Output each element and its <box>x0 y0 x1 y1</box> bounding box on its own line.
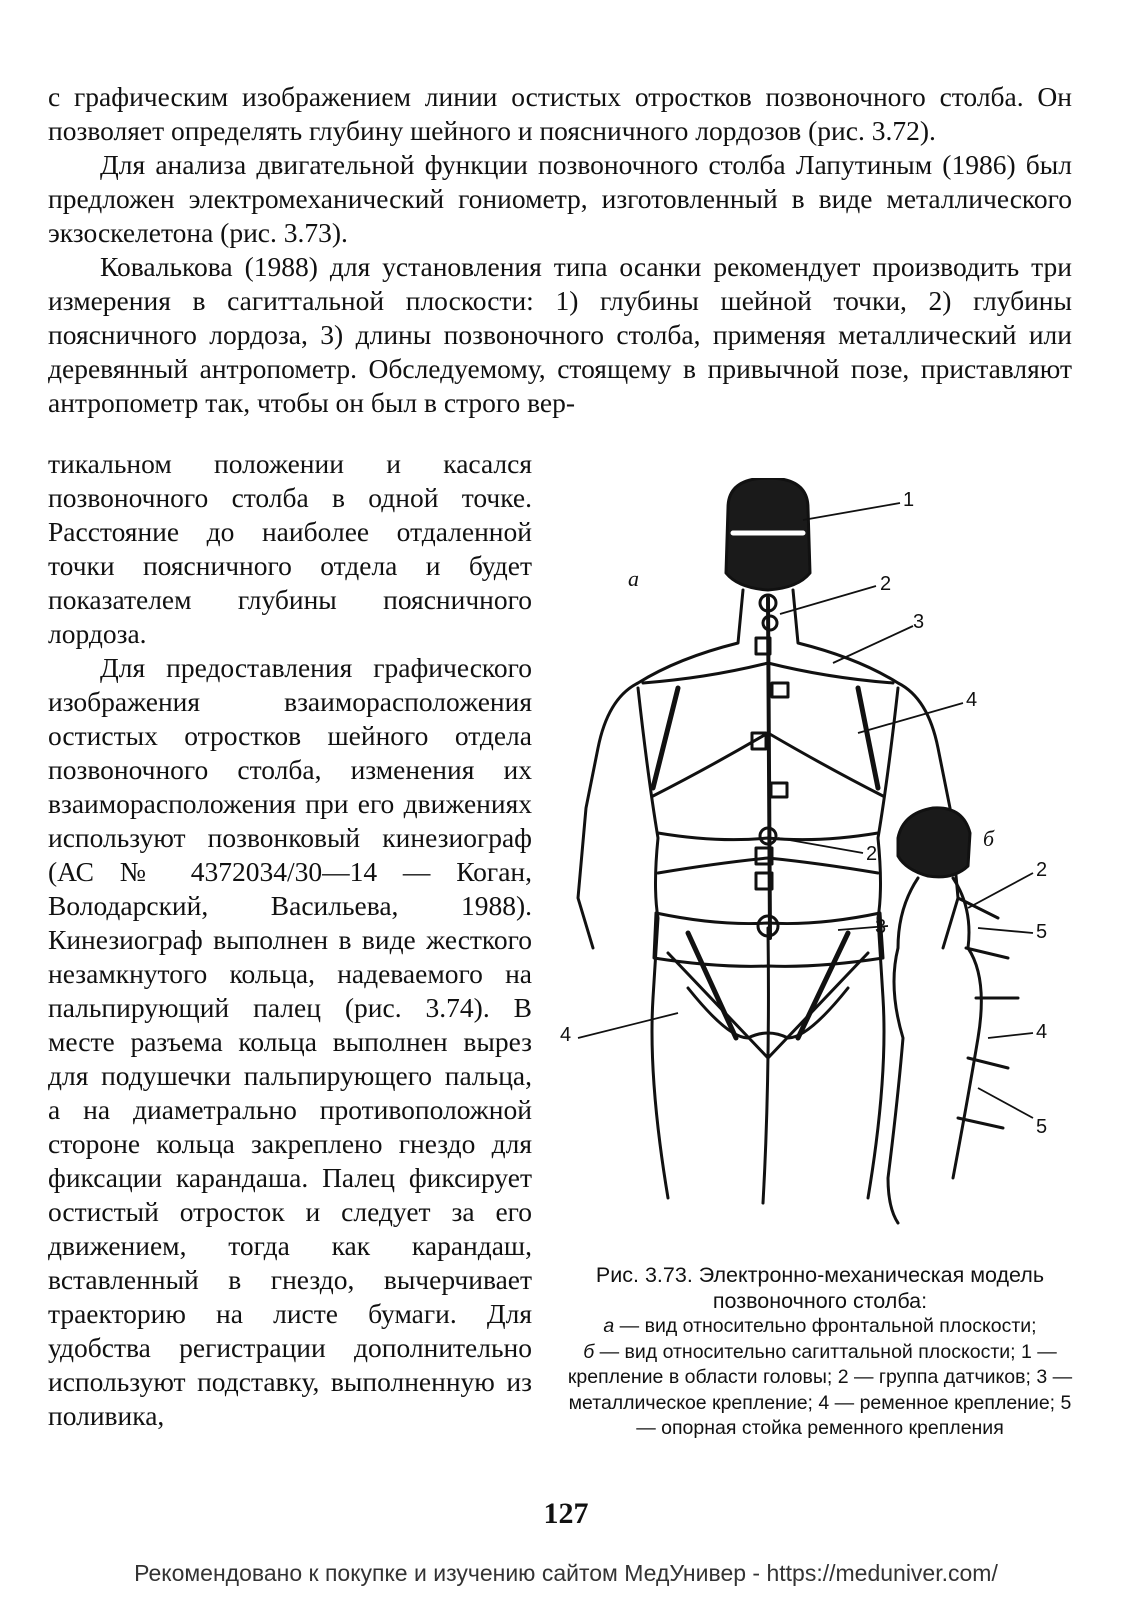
caption-title-line-2: позвоночного столба: <box>712 1289 928 1313</box>
paragraph-1: с графическим изображением линии остистых отростков позвоночного столба. Он позволяет определять глубину шейного и поясничного лордозов (рис. 3.72). <box>48 81 1072 146</box>
paragraph-2: Для анализа двигательной функции позвоночного столба Лапутиным (1986) был предложен электромеханический гониометр, изготовленный в виде металлического экзоскелетона (рис. 3.73). <box>48 149 1072 248</box>
exoskeleton-illustration <box>558 478 1078 1228</box>
label-5-upper: 5 <box>1036 921 1048 943</box>
footer-watermark: Рекомендовано к покупке и изучению сайтом МедУнивер - https://meduniver.com/ <box>134 1560 998 1586</box>
left-column-text <box>48 447 532 1433</box>
label-2-mid: 2 <box>866 843 878 865</box>
label-4-left: 4 <box>560 1024 572 1046</box>
caption-text-b: — вид относительно сагиттальной плоскости; 1 — крепление в области головы; 2 — группа датчиков; 3 — металлическое крепление; 4 — ременное крепление; 5 — опорная стойка ременного крепления <box>567 1340 1073 1440</box>
paragraph-4: тикальном положении и касался позвоночного столба в одной точке. Расстояние до наиболее отдаленной точки поясничного отдела и будет показателем глубины поясничного лордоза. <box>48 448 532 649</box>
label-view-a: а <box>628 566 639 591</box>
label-4-top: 4 <box>966 689 978 711</box>
figure-caption <box>560 1262 1080 1442</box>
page-number: 127 <box>543 1497 589 1530</box>
paragraph-3: Ковалькова (1988) для установления типа осанки рекомендует производить три измерения в сагиттальной плоскости: 1) глубины шейной точки, 2) глубины поясничного лордоза, 3) длины позвоночного столба, применяя металлический или деревянный антропометр. Обследуемому, стоящему в привычной позе, приставляют антропометр так, чтобы он был в строго вер- <box>48 251 1072 418</box>
caption-letter-a: а <box>603 1315 615 1337</box>
label-2-top: 2 <box>880 573 892 595</box>
caption-title-line-1: Рис. 3.73. Электронно-механическая модель <box>595 1263 1045 1287</box>
label-1: 1 <box>903 489 915 511</box>
caption-letter-b: б <box>583 1340 595 1363</box>
top-text-block <box>48 80 1072 420</box>
figure-3-73 <box>558 478 1078 1228</box>
label-3-top: 3 <box>913 611 925 633</box>
caption-text-a: — вид относительно фронтальной плоскости; <box>614 1315 1037 1337</box>
label-4-side: 4 <box>1036 1021 1048 1043</box>
caption-legend <box>560 1314 1080 1442</box>
label-view-b: б <box>983 826 995 851</box>
paragraph-5: Для предоставления графического изображения взаиморасположения остистых отростков шейного отдела позвоночного столба, изменения их взаиморасположения при его движениях используют позвонковый кинезиограф (АС № 4372034/30—14 — Коган, Володарский, Васильева, 1988). Кинезиограф выполнен в виде жесткого незамкнутого кольца, надеваемого на пальпирующий палец (рис. 3.74). В месте разъема кольца выполнен вырез для подушечки пальпирующего пальца, а на диаметрально противоположной стороне кольца закреплено гнездо для фиксации карандаша. Палец фиксирует остистый отросток и следует за его движением, тогда как карандаш, вставленный в гнездо, вычерчивает траекторию на листе бумаги. Для удобства регистрации дополнительно используют подставку, выполненную из поливика, <box>48 652 532 1431</box>
label-3-mid: 3 <box>875 916 887 938</box>
label-2-side: 2 <box>1036 859 1048 881</box>
label-5-lower: 5 <box>1036 1116 1048 1138</box>
